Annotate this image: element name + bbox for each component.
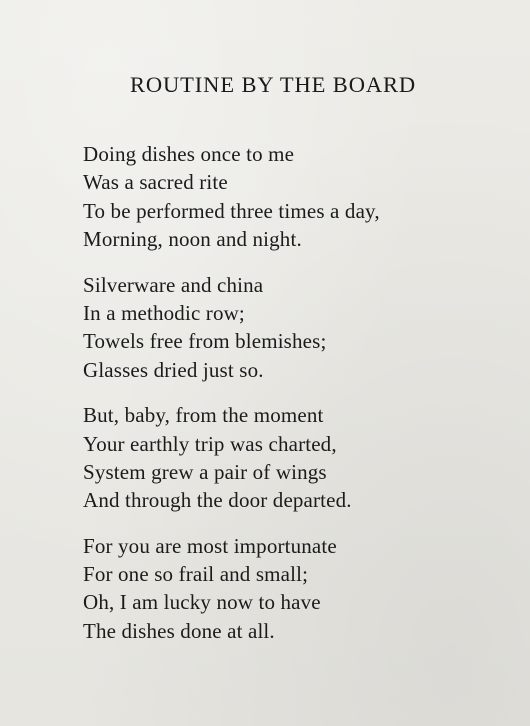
poem-line: Towels free from blemishes; <box>83 329 327 354</box>
poem-line: To be performed three times a day, <box>83 198 380 223</box>
poem-line: Your earthly trip was charted, <box>83 431 337 456</box>
poem-line: For one so frail and small; <box>83 562 309 587</box>
poem-line: For you are most importunate <box>83 533 337 558</box>
poem-line: Oh, I am lucky now to have <box>83 590 321 615</box>
stanza-2 <box>83 271 523 385</box>
stanza-4 <box>83 532 523 646</box>
poem-line: Was a sacred rite <box>83 170 228 195</box>
poem-line: Morning, noon and night. <box>83 227 302 252</box>
poem-line: And through the door departed. <box>83 488 352 513</box>
poem-body <box>83 140 523 662</box>
stanza-3 <box>83 401 523 515</box>
poem-line: The dishes done at all. <box>83 618 275 643</box>
stanza-1 <box>83 140 523 254</box>
poem-line: Silverware and china <box>83 272 264 297</box>
poem-title: ROUTINE BY THE BOARD <box>129 72 417 97</box>
poem-line: Glasses dried just so. <box>83 357 264 382</box>
poem-line: But, baby, from the moment <box>83 403 324 428</box>
poem-line: System grew a pair of wings <box>83 459 327 484</box>
poem-line: In a methodic row; <box>83 300 245 325</box>
poem-line: Doing dishes once to me <box>83 142 295 166</box>
